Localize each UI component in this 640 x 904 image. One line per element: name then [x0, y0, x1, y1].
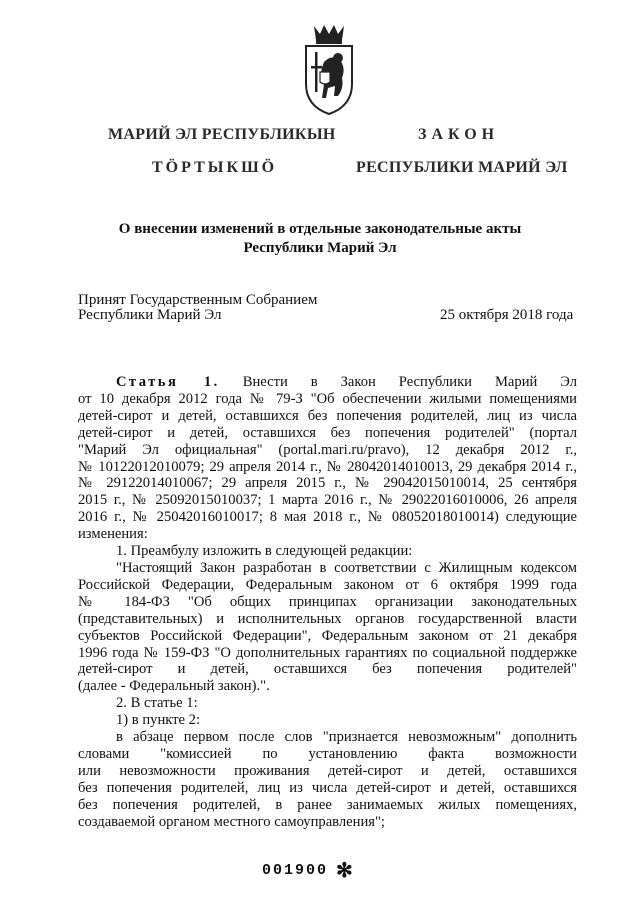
- body-line: в абзаце первом после слов "признается невозможным" дополнить: [116, 729, 577, 746]
- body-line: 2. В статье 1:: [116, 695, 198, 712]
- asterisk-icon: ✻: [336, 860, 353, 882]
- body-line: детей-сирот и детей, оставшихся без попечения родителей, лиц из числа: [78, 407, 577, 424]
- document-title-line2: Республики Марий Эл: [243, 240, 397, 256]
- coat-of-arms-icon: [300, 22, 358, 118]
- body-line: изменения:: [78, 526, 148, 543]
- body-line: без попечения родителей, лиц из числа детей-сирот и детей, оставшихся: [78, 779, 577, 796]
- body-line: 2015 г., № 25092015010037; 1 марта 2016 г., № 29022016010006, 26 апреля: [78, 492, 577, 509]
- body-line: Российской Федерации, Федеральным законом от 6 октября 1999 года: [78, 576, 577, 593]
- body-line: субъектов Российской Федерации", Федеральным законом от 21 декабря: [78, 627, 577, 644]
- body-line: (представительных) и исполнительных органов государственной власти: [78, 610, 577, 627]
- body-line: без попечения родителей, в ранее занимаемых жилых помещениях,: [78, 796, 577, 813]
- body-line: или невозможности проживания детей-сирот и детей, оставшихся: [78, 762, 577, 779]
- document-number: 001900: [262, 862, 329, 879]
- body-line: 1996 года № 159-ФЗ "О дополнительных гарантиях по социальной поддержке: [78, 644, 577, 661]
- header-left-line2: ТӦРТЫКШӦ: [152, 159, 278, 176]
- adoption-line1: Принят Государственным Собранием: [78, 292, 318, 308]
- header-right-line2: РЕСПУБЛИКИ МАРИЙ ЭЛ: [356, 159, 568, 176]
- body-line: создаваемой органом местного самоуправления";: [78, 813, 385, 830]
- document-body: [78, 374, 577, 830]
- adoption-line2: Республики Марий Эл: [78, 307, 222, 323]
- body-line: детей-сирот и детей, оставшихся без попечения родителей" (портал: [78, 424, 577, 441]
- adoption-date: 25 октября 2018 года: [440, 307, 574, 323]
- body-line: словами "комиссией по установлению факта возможности: [78, 745, 577, 762]
- body-line: от 10 декабря 2012 года № 79-З "Об обеспечении жилыми помещениями: [78, 390, 577, 407]
- body-line: 1) в пункте 2:: [116, 712, 201, 729]
- body-line: № 29122014010067; 29 апреля 2015 г., № 29042015010014, 25 сентября: [78, 475, 577, 492]
- body-line: Статья 1. Внести в Закон Республики Марий Эл: [116, 374, 577, 390]
- document-title-line1: О внесении изменений в отдельные законодательные акты: [118, 221, 522, 237]
- body-line: "Настоящий Закон разработан в соответствии с Жилищным кодексом: [116, 559, 577, 576]
- header-right-line1: ЗАКОН: [418, 126, 500, 143]
- header-left-line1: МАРИЙ ЭЛ РЕСПУБЛИКЫН: [108, 126, 336, 143]
- article-label: Статья 1.: [116, 374, 220, 390]
- body-line: "Марий Эл официальная" (portal.mari.ru/pravo), 12 декабря 2012 г.,: [78, 441, 577, 458]
- body-line: № 10122012010079; 29 апреля 2014 г., № 28042014010013, 29 декабря 2014 г.,: [78, 458, 577, 475]
- body-line: (далее - Федеральный закон).".: [78, 678, 270, 695]
- body-line: детей-сирот и детей, оставшихся без попечения родителей": [78, 661, 577, 678]
- body-line: 1. Преамбулу изложить в следующей редакции:: [116, 543, 413, 560]
- body-line: № 184-ФЗ "Об общих принципах организации законодательных: [78, 593, 577, 610]
- body-line: 2016 г., № 25042016010017; 8 мая 2018 г., № 08052018010014) следующие: [78, 509, 577, 526]
